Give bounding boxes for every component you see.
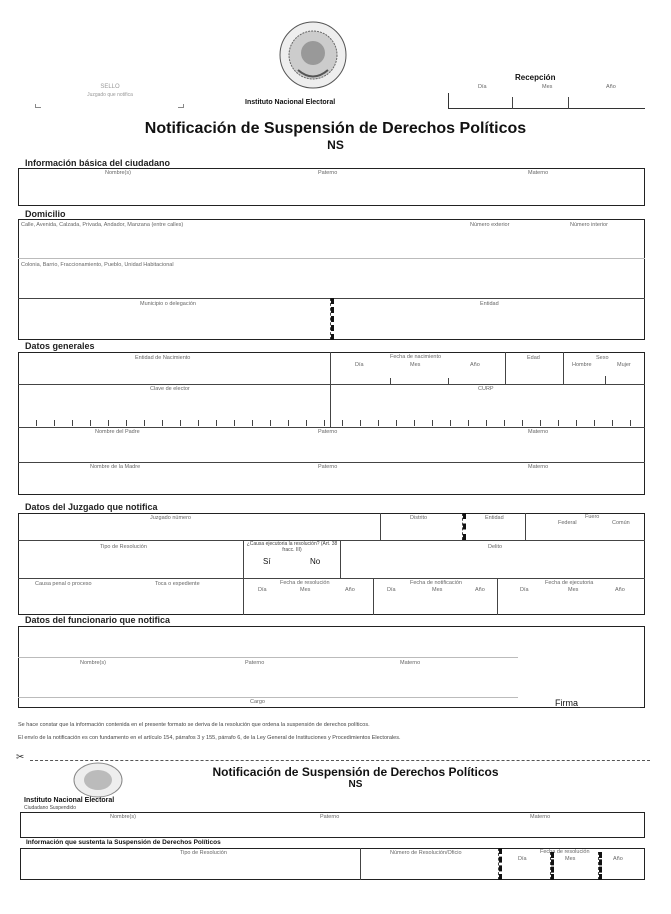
char-box-tick	[252, 420, 253, 426]
year-label: Año	[613, 856, 623, 862]
section-heading-official: Datos del funcionario que notifica	[25, 615, 171, 625]
char-box-tick	[54, 420, 55, 426]
char-box-tick	[486, 420, 487, 426]
maternal-label: Materno	[528, 170, 549, 176]
receipt-resolution-date-label: Fecha de resolución	[540, 849, 590, 855]
char-box-tick	[144, 420, 145, 426]
char-box-tick	[126, 420, 127, 426]
legal-note-1: Se hace constar que la información contenida en el presente formato se deriva de la resolución que ordena la suspensión de derechos políticos.	[18, 722, 370, 728]
colony-label: Colonia, Barrio, Fraccionamiento, Pueblo, Unidad Habitacional	[21, 262, 174, 268]
char-box-tick	[378, 420, 379, 426]
reception-day-label: Día	[478, 84, 487, 90]
char-box-tick	[36, 420, 37, 426]
char-box-tick	[306, 420, 307, 426]
suspended-citizen-label: Ciudadano Suspendido	[24, 805, 76, 811]
day-label: Día	[258, 587, 267, 593]
char-box-tick	[108, 420, 109, 426]
case-label: Causa penal o proceso	[35, 581, 92, 587]
legal-note-2: El envío de la notificación es con fundamento en el artículo 154, párrafos 3 y 155, párrafo 6, de la Ley General de Instituciones y Procedimientos Electorales.	[18, 735, 401, 741]
char-box-tick	[216, 420, 217, 426]
section-heading-basic: Información básica del ciudadano	[25, 158, 171, 168]
char-box-tick	[558, 420, 559, 426]
signature-label: Firma	[555, 698, 578, 708]
char-box-tick	[234, 420, 235, 426]
receipt-institute: Instituto Nacional Electoral	[24, 797, 115, 804]
receipt-resolution-number-label: Número de Resolución/Oficio	[390, 850, 462, 856]
enforceable-no-option[interactable]: No	[310, 557, 321, 566]
common-option[interactable]: Común	[612, 520, 630, 526]
char-box-tick	[270, 420, 271, 426]
mother-label: Nombre de la Madre	[90, 464, 141, 470]
char-box-tick	[180, 420, 181, 426]
stamp-sub: Juzgado que notifica	[87, 92, 133, 98]
enforceable-label: ¿Causa ejecutoria la resolución? (Art. 38 fracc. III)	[246, 541, 338, 553]
position-label: Cargo	[250, 699, 265, 705]
street-label: Calle, Avenida, Calzada, Privada, Andador, Manzana (entre calles)	[21, 222, 184, 228]
page-title: Notificación de Suspensión de Derechos Políticos	[144, 120, 527, 137]
receipt-name-label: Nombre(s)	[110, 814, 136, 820]
mother-paternal-label: Paterno	[318, 464, 338, 470]
stamp-corner	[178, 104, 184, 108]
father-paternal-label: Paterno	[318, 429, 338, 435]
resolution-type-label: Tipo de Resolución	[100, 544, 147, 550]
enforceable-yes-option[interactable]: Sí	[263, 557, 271, 566]
int-number-label: Número interior	[570, 222, 608, 228]
receipt-code: NS	[348, 779, 363, 790]
char-box-tick	[288, 420, 289, 426]
official-data-box[interactable]	[18, 626, 645, 708]
jurisdiction-label: Fuero	[585, 514, 600, 520]
voter-key-label: Clave de elector	[150, 386, 190, 392]
day-label: Día	[520, 587, 529, 593]
scissors-icon: ✂	[16, 752, 25, 763]
month-label: Mes	[432, 587, 443, 593]
char-box-tick	[630, 420, 631, 426]
char-box-tick	[72, 420, 73, 426]
char-box-tick	[522, 420, 523, 426]
day-label: Día	[518, 856, 527, 862]
paternal-label: Paterno	[318, 170, 338, 176]
char-box-tick	[612, 420, 613, 426]
notification-date-label: Fecha de notificación	[410, 580, 462, 586]
month-label: Mes	[410, 362, 421, 368]
year-label: Año	[615, 587, 625, 593]
national-seal-icon	[278, 15, 348, 97]
resolution-date-label: Fecha de resolución	[280, 580, 330, 586]
section-heading-general: Datos generales	[25, 341, 95, 351]
year-label: Año	[470, 362, 480, 368]
char-box-tick	[162, 420, 163, 426]
father-maternal-label: Materno	[528, 429, 549, 435]
age-label: Edad	[527, 355, 540, 361]
char-box-tick	[450, 420, 451, 426]
sex-label: Sexo	[596, 355, 609, 361]
official-name-label: Nombre(s)	[80, 660, 106, 666]
file-label: Toca o expediente	[155, 581, 200, 587]
month-label: Mes	[568, 587, 579, 593]
federal-option[interactable]: Federal	[558, 520, 577, 526]
year-label: Año	[475, 587, 485, 593]
year-label: Año	[345, 587, 355, 593]
address-state-label: Entidad	[480, 301, 499, 307]
stamp-corner	[35, 104, 41, 108]
birth-state-label: Entidad de Nacimiento	[135, 355, 191, 361]
crime-label: Delito	[488, 544, 503, 550]
birth-date-label: Fecha de nacimiento	[390, 354, 442, 360]
receipt-resolution-type-label: Tipo de Resolución	[180, 850, 227, 856]
official-paternal-label: Paterno	[245, 660, 265, 666]
char-box-tick	[396, 420, 397, 426]
female-option[interactable]: Mujer	[617, 362, 631, 368]
receipt-paternal-label: Paterno	[320, 814, 340, 820]
institute-name: Instituto Nacional Electoral	[245, 99, 336, 106]
section-heading-court: Datos del Juzgado que notifica	[25, 502, 158, 512]
char-box-tick	[594, 420, 595, 426]
section-heading-address: Domicilio	[25, 209, 66, 219]
court-state-label: Entidad	[485, 515, 504, 521]
curp-label: CURP	[478, 386, 494, 392]
char-box-tick	[540, 420, 541, 426]
char-box-tick	[90, 420, 91, 426]
father-label: Nombre del Padre	[95, 429, 140, 435]
form-code: NS	[327, 138, 344, 152]
char-box-tick	[360, 420, 361, 426]
municipality-label: Municipio o delegación	[140, 301, 196, 307]
reception-year-label: Año	[606, 84, 616, 90]
official-maternal-label: Materno	[400, 660, 421, 666]
cut-line	[30, 760, 650, 761]
day-label: Día	[387, 587, 396, 593]
receipt-title: Notificación de Suspensión de Derechos Políticos	[212, 765, 499, 779]
char-box-tick	[198, 420, 199, 426]
court-number-label: Juzgado número	[150, 515, 191, 521]
month-label: Mes	[565, 856, 576, 862]
char-box-tick	[504, 420, 505, 426]
char-box-tick	[432, 420, 433, 426]
execution-date-label: Fecha de ejecutoria	[545, 580, 594, 586]
reception-title: Recepción	[515, 73, 556, 82]
district-label: Distrito	[410, 515, 428, 521]
name-label: Nombre(s)	[105, 170, 131, 176]
reception-month-label: Mes	[542, 84, 553, 90]
receipt-info-heading: Información que sustenta la Suspensión de Derechos Políticos	[26, 839, 221, 846]
day-label: Día	[355, 362, 364, 368]
receipt-maternal-label: Materno	[530, 814, 551, 820]
char-box-tick	[324, 420, 325, 426]
ext-number-label: Número exterior	[470, 222, 510, 228]
month-label: Mes	[300, 587, 311, 593]
char-box-tick	[342, 420, 343, 426]
mother-maternal-label: Materno	[528, 464, 549, 470]
stamp-label: SELLO	[100, 84, 120, 90]
char-box-tick	[414, 420, 415, 426]
char-box-tick	[468, 420, 469, 426]
male-option[interactable]: Hombre	[572, 362, 592, 368]
reception-date-field[interactable]	[448, 93, 645, 109]
char-box-tick	[576, 420, 577, 426]
general-data-box[interactable]	[18, 352, 645, 495]
court-data-box[interactable]	[18, 513, 645, 615]
